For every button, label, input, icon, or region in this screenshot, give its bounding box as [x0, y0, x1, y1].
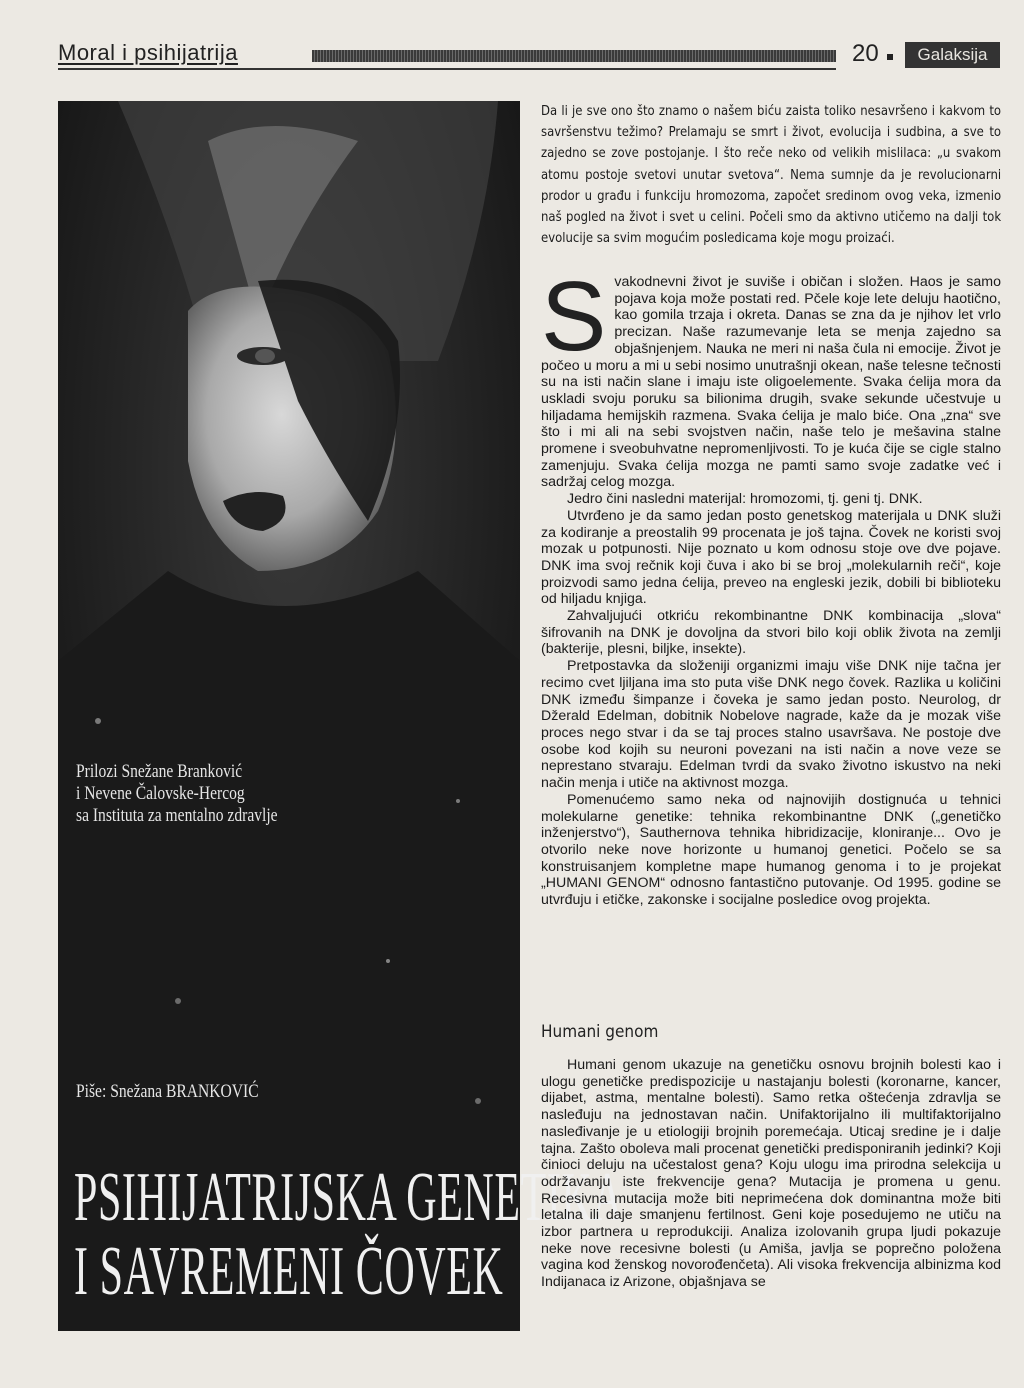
credit-line: i Nevene Čalovske-Hercog — [76, 783, 245, 804]
photo-credit — [76, 761, 278, 827]
paragraph: Humani genom ukazuje na genetičku osnovu brojnih bolesti kao i ulogu genetičke predispozicije u nastajanju bolesti (koronarne, kancer, dijabet, astma, mentalne bolesti). Samo retka oštećenja zdravlja se nasleđuju na jednostavan način. Unifaktorijalno ili multifaktorijalno nasleđivanje je u etiologiji brojnih poremećaja. Uticaj sredine je i dalje tajna. Zašto oboleva mali procenat genetički predisponiranih jedinki? Koji činioci deluju na učestalost gena? Koju ulogu ima prirodna selekcija u održavanju iste frekvencije gena? Mutacija je promena u genu. Recesivna mutacija može biti neprimećena dok dominantna može biti letalna ili daje smanjenu fertilnost. Geni koje posedujemo ne utiču na izbor partnera u reprodukciji. Analiza izolovanih grupa ljudi pokazuje neke nove recesivne bolesti (u Amiša, javlja se poprečno položena vagina kod ženskog novorođenčeta). Ali visoka frekvencija albinizma kod Indijanaca iz Arizone, objašnjava se — [541, 1057, 1001, 1291]
credit-line: sa Instituta za mentalno zdravlje — [76, 805, 278, 826]
paragraph: Pretpostavka da složeniji organizmi imaju više DNK nije tačna jer recimo cvet ljiljana ima sto puta više DNK nego čovek. Razlika u količini DNK između šimpanze i čoveka je samo jedan posto. Neurolog, dr Džerald Edelman, dobitnik Nobelove nagrade, kaže da je mozak više proces nego stvar i da se taj proces stalno usavršava. Ne postoje dve osobe kod kojih su neuroni povezani na isti način a nove veze se neprestano stvaraju. Edelman tvrdi da svako životno iskustvo na neki način menja i utiče na aktivnost mozga. — [541, 658, 1001, 792]
page-number: 20 — [852, 40, 879, 67]
magazine-name-badge: Galaksija — [905, 42, 1000, 68]
credit-line: Prilozi Snežane Branković — [76, 761, 243, 782]
paragraph: Pomenućemo samo neka od najnovijih dostignuća u tehnici molekularne genetike: tehnika rekombinantne DNK („genetičko inženjerstvo“), Sauthernova tehnika hibridizacije, kloniranje... Ovo je otvorilo neke nove horizonte u humanoj genetici. Počelo se sa konstruisanjem kompletne mape humanog genoma i to je projekat „HUMANI GENOM“ odnosno fantastično putovanje. Od 1995. godine se utvrđuju i etičke, zakonske i socijalne posledice ovog projekta. — [541, 791, 1001, 909]
section-body — [541, 1057, 1001, 1291]
title-line: I SAVREMENI ČOVEK — [74, 1233, 504, 1310]
paragraph: Jedro čini nasledni materijal: hromozomi, tj. geni tj. DNK. — [567, 491, 923, 508]
section-title: Moral i psihijatrija — [58, 40, 238, 65]
subheading: Humani genom — [541, 1022, 659, 1042]
first-paragraph: vakodnevni život je suviše i običan i složen. Haos je samo pojava koja može postati red. Pčele koje lete deluju haotično, kao gomila trzaja i okreta. Danas se zna da je njihov let vrlo precizan. Naše razumevanje leta se menja zajedno sa objašnjenjem. Nauka ne meri ni naša čula ni emocije. Život je počeo u moru a mi u sebi nosimo unutrašnji okean, naše telesne tečnosti su na isti način slane i imaju iste oligoelemente. Svaka ćelija mora da uskladi svoju poruku sa bilionima drugih, svake sekunde učestvuje u hiljadama hemijskih razmena. Svaka ćelija je malo biće. Ona „zna“ sve što i mi ali na sebi svojstven način, naše telo je mešavina stalne promene i sveobuhvatne nepromenljivosti. To je kuća čije se cigle stalno zamenjuju. Svaka ćelija mozga ne pamti samo svoje zadatke već i sadržaj celog mozga. — [541, 274, 1001, 491]
drop-cap: S — [541, 261, 607, 371]
paragraph: Utvrđeno je da samo jedan posto genetskog materijala u DNK služi za kodiranje a preostalih 99 procenata je još tajna. Čovek ne koristi svoj mozak u potpunosti. Nije poznato u kom odnosu stoje ove dve pojave. DNK ima svoj rečnik koji čuva i ako bi se broj „molekularnih reči“, koje proizvodi samo jedna ćelija, preveo na engleski jezik, dobili bi biblioteku od hiljadu knjiga. — [541, 507, 1001, 608]
header-rule — [312, 50, 836, 62]
portrait-illustration — [58, 101, 520, 1331]
author-byline: Piše: Snežana BRANKOVIĆ — [76, 1081, 259, 1102]
header-bullet — [887, 54, 893, 60]
header-underline — [58, 68, 836, 70]
lead-paragraph: Da li je sve ono što znamo o našem biću zaista toliko nesavršeno i kakvom to savršenstvu težimo? Prelamaju se smrt i život, evolucija i sudbina, a sve to zajedno se zove postojanje. I što reče neko od velikih mislilaca: „u svakom atomu postoje svetovi unutar svetova“. Nema sumnje da je revolucionarni prodor u građu i funkciju hromozoma, započet sredinom ovog veka, izmenio naš pogled na život i svet u celini. Počeli smo da aktivno utičemo na dalji tok evolucije sa svim mogućim posledicama koje mogu proizaći. — [541, 103, 1002, 247]
title-line: PSIHIJATRIJSKA GENETIKA — [74, 1159, 624, 1236]
article-body — [541, 261, 1001, 909]
paragraph: Zahvaljujući otkriću rekombinantne DNK kombinacija „slova“ šifrovanih na DNK je dovoljna da stvori bilo koji oblik života na zemlji (bakterije, plesni, biljke, insekte). — [541, 608, 1001, 658]
